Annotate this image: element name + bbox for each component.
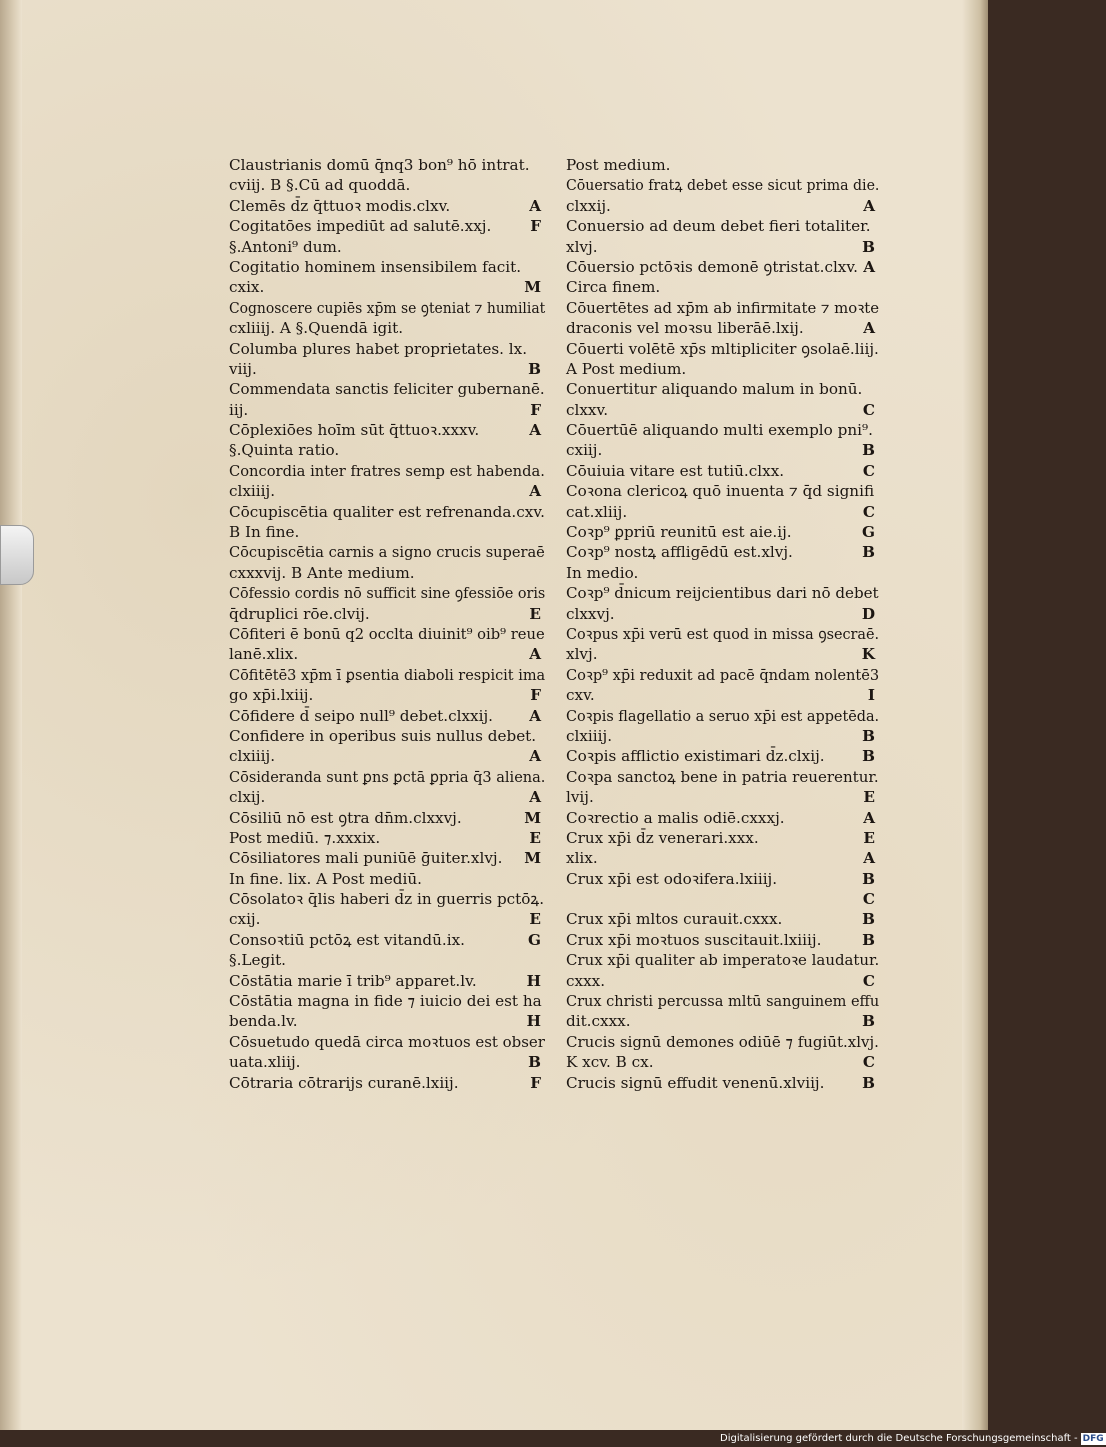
section-marker: C — [862, 502, 875, 521]
index-entry — [566, 583, 879, 603]
entry-text: Crucis signū demones odiūē ⁊ fugiūt.xlvj. — [566, 1032, 879, 1051]
index-entry — [566, 971, 879, 991]
index-entry — [229, 583, 545, 603]
section-marker: B — [862, 747, 875, 766]
index-entry — [229, 787, 545, 807]
entry-text: uata.xliij. — [229, 1053, 301, 1072]
index-entry — [566, 604, 879, 624]
entry-text: Circa finem. — [566, 278, 661, 297]
entry-text: clxiiij. — [229, 482, 276, 501]
left-index-column — [229, 155, 545, 1093]
index-entry — [229, 379, 545, 399]
section-marker: B — [862, 930, 875, 949]
entry-text: Cognoscere cupiēs xp̄m se ꝯteniat ⁊ humiliat — [229, 298, 546, 317]
section-marker: H — [526, 1012, 541, 1031]
entry-text: In medio. — [566, 563, 639, 582]
section-marker: B — [862, 237, 875, 256]
entry-text: Cōsolatoꝛ q̄lis haberi d̄z in guerris pctōꝝ. — [229, 890, 545, 909]
entry-text: Cogitatōes impediūt ad salutē.xxj. — [229, 217, 492, 236]
index-entry — [566, 1032, 879, 1052]
index-entry — [566, 502, 879, 522]
index-entry — [229, 420, 545, 440]
index-entry — [566, 440, 879, 460]
entry-text: xlix. — [566, 849, 598, 868]
index-entry — [229, 930, 545, 950]
section-marker: A — [529, 706, 541, 725]
index-entry — [229, 869, 545, 889]
index-entry — [229, 1052, 545, 1072]
index-entry — [566, 706, 879, 726]
entry-text: lanē.xlix. — [229, 645, 299, 664]
section-marker: B — [862, 1073, 875, 1092]
index-entry — [229, 563, 545, 583]
section-marker: A — [863, 808, 875, 827]
index-entry — [229, 726, 545, 746]
index-entry — [566, 1011, 879, 1031]
section-marker: I — [867, 686, 875, 705]
section-marker: E — [529, 828, 541, 847]
dfg-logo: DFG — [1082, 1434, 1104, 1444]
section-marker: M — [524, 808, 541, 827]
entry-text: Cōfidere d̄ seipo null⁹ debet.clxxij. — [229, 706, 493, 725]
entry-text: Coꝛp⁹ nostꝝ affligēdū est.xlvj. — [566, 543, 793, 562]
index-entry — [229, 971, 545, 991]
entry-text: Post mediū. ⁊.xxxix. — [229, 828, 381, 847]
section-marker: A — [863, 319, 875, 338]
section-marker: B — [528, 359, 541, 378]
index-entry — [566, 481, 879, 501]
section-marker: A — [529, 645, 541, 664]
index-entry — [229, 216, 545, 236]
index-entry — [566, 277, 879, 297]
section-marker: A — [529, 482, 541, 501]
section-marker: A — [863, 849, 875, 868]
digitization-credit — [720, 1430, 1104, 1447]
index-entry — [566, 237, 879, 257]
section-marker: E — [863, 788, 875, 807]
section-marker: A — [529, 788, 541, 807]
entry-text: cviij. B §.Cū ad quoddā. — [229, 176, 411, 195]
entry-text: dit.cxxx. — [566, 1012, 631, 1031]
entry-text: Crux xp̄i qualiter ab imperatoꝛe laudatur. — [566, 951, 880, 970]
index-entry — [566, 869, 879, 889]
entry-text: benda.lv. — [229, 1012, 298, 1031]
section-marker: M — [524, 278, 541, 297]
index-entry — [566, 563, 879, 583]
entry-text: cxiij. — [566, 441, 603, 460]
index-entry — [229, 624, 545, 644]
section-marker: B — [528, 1053, 541, 1072]
index-entry — [566, 542, 879, 562]
section-marker: A — [529, 196, 541, 215]
index-entry — [229, 889, 545, 909]
entry-text: clxxvj. — [566, 604, 615, 623]
entry-text: §.Antoni⁹ dum. — [229, 237, 342, 256]
index-entry — [229, 155, 545, 175]
section-marker: A — [529, 747, 541, 766]
entry-text: Crux christi percussa mltū sanguinem effu — [566, 992, 880, 1011]
entry-text: xlvj. — [566, 645, 598, 664]
entry-text: Cōsuetudo quedā circa moꝛtuos est obser — [229, 1032, 545, 1051]
section-marker: E — [863, 828, 875, 847]
entry-text: Coꝛpis flagellatio a seruo xp̄i est appetēda. — [566, 706, 880, 725]
index-entry — [566, 909, 879, 929]
index-entry — [566, 624, 879, 644]
index-entry — [229, 502, 545, 522]
index-entry — [229, 1073, 545, 1093]
credit-text: Digitalisierung gefördert durch die Deutsche Forschungsgemeinschaft - — [720, 1433, 1078, 1444]
index-entry — [229, 318, 545, 338]
index-entry — [566, 196, 879, 216]
index-entry — [566, 400, 879, 420]
section-marker: D — [861, 604, 875, 623]
entry-text: viij. — [229, 359, 257, 378]
index-entry — [229, 175, 545, 195]
entry-text: clxiiij. — [566, 726, 613, 745]
entry-text: Cōsideranda sunt ꝑns ꝑctā ꝑpria q̄3 aliena. — [229, 767, 546, 786]
index-entry — [566, 318, 879, 338]
page-gutter — [0, 0, 22, 1430]
index-entry — [566, 461, 879, 481]
section-marker: E — [529, 910, 541, 929]
entry-text: Cōplexiōes hoīm sūt q̄ttuoꝛ.xxxv. — [229, 421, 480, 440]
index-entry — [566, 216, 879, 236]
entry-text: cxxx. — [566, 971, 606, 990]
entry-text: Cōuerti volētē xp̄s mltipliciter ꝯsolaē.liij. — [566, 339, 879, 358]
entry-text: Crux xp̄i est odoꝛifera.lxiiij. — [566, 869, 778, 888]
index-entry — [229, 237, 545, 257]
entry-text: Cōtraria cōtrarijs curanē.lxiij. — [229, 1073, 459, 1092]
section-marker: C — [862, 1053, 875, 1072]
entry-text: Concordia inter fratres semp est habenda. — [229, 461, 545, 480]
entry-text: §.Quinta ratio. — [229, 441, 340, 460]
entry-text: Confidere in operibus suis nullus debet. — [229, 726, 537, 745]
index-entry — [229, 685, 545, 705]
entry-text: Columba plures habet proprietates. lx. — [229, 339, 528, 358]
entry-text: Cogitatio hominem insensibilem facit. — [229, 257, 522, 276]
index-entry — [229, 991, 545, 1011]
entry-text: Cōsiliatores mali puniūē ḡuiter.xlvj. — [229, 849, 503, 868]
entry-text: iij. — [229, 400, 249, 419]
index-entry — [566, 950, 879, 970]
entry-text: §.Legit. — [229, 951, 287, 970]
entry-text: Cōfessio cordis nō sufficit sine ꝯfessiōe oris — [229, 584, 546, 603]
index-entry — [229, 909, 545, 929]
index-entry — [229, 950, 545, 970]
index-entry — [566, 889, 879, 909]
section-marker: F — [530, 217, 541, 236]
index-entry — [229, 665, 545, 685]
index-entry — [229, 339, 545, 359]
index-entry — [566, 930, 879, 950]
entry-text: Cōuersio pctōꝛis demonē ꝯtristat.clxv. — [566, 257, 858, 276]
entry-text: K xcv. B cx. — [566, 1053, 654, 1072]
index-entry — [566, 991, 879, 1011]
entry-text: Consoꝛtiū pctōꝝ est vitandū.ix. — [229, 930, 466, 949]
index-entry — [566, 644, 879, 664]
entry-text: Conuersio ad deum debet fieri totaliter. — [566, 217, 871, 236]
section-marker: A — [863, 257, 875, 276]
entry-text: lvij. — [566, 788, 594, 807]
index-entry — [229, 481, 545, 501]
entry-text: A Post medium. — [566, 359, 687, 378]
index-entry — [229, 746, 545, 766]
section-marker: B — [862, 543, 875, 562]
index-entry — [229, 828, 545, 848]
entry-text: Cōuertētes ad xp̄m ab infirmitate ⁊ moꝛte — [566, 298, 880, 317]
entry-text: cxv. — [566, 686, 595, 705]
section-marker: M — [524, 849, 541, 868]
entry-text: In fine. lix. A Post mediū. — [229, 869, 422, 888]
entry-text: Cōfiteri ē bonū q2 occlta diuinit⁹ oib⁹ reue — [229, 624, 545, 643]
index-entry — [566, 767, 879, 787]
entry-text: Claustrianis domū q̄nq3 bon⁹ hō intrat. — [229, 156, 530, 174]
entry-text: Cōsiliū nō est ꝯtra dn̄m.clxxvj. — [229, 808, 462, 827]
index-entry — [229, 644, 545, 664]
index-entry — [229, 196, 545, 216]
index-entry — [229, 706, 545, 726]
section-marker: F — [530, 686, 541, 705]
index-entry — [229, 808, 545, 828]
section-marker: A — [863, 196, 875, 215]
entry-text: Cōstātia marie ī trib⁹ apparet.lv. — [229, 971, 477, 990]
index-entry — [229, 257, 545, 277]
index-entry — [566, 522, 879, 542]
entry-text: Conuertitur aliquando malum in bonū. — [566, 380, 863, 399]
entry-text: Crux xp̄i d̄z venerari.xxx. — [566, 828, 759, 847]
entry-text: draconis vel moꝛsu liberāē.lxij. — [566, 319, 804, 338]
index-entry — [566, 155, 879, 175]
entry-text: Cōstātia magna in fide ⁊ iuicio dei est ha — [229, 992, 542, 1011]
entry-text: xlvj. — [566, 237, 598, 256]
index-entry — [566, 1052, 879, 1072]
index-entry — [229, 848, 545, 868]
index-entry — [566, 665, 879, 685]
index-entry — [566, 685, 879, 705]
index-entry — [566, 420, 879, 440]
index-entry — [566, 379, 879, 399]
index-entry — [566, 848, 879, 868]
index-entry — [566, 1073, 879, 1093]
entry-text: clxxv. — [566, 400, 609, 419]
index-entry — [566, 175, 879, 195]
index-entry — [566, 808, 879, 828]
entry-text: Coꝛrectio a malis odiē.cxxxj. — [566, 808, 785, 827]
entry-text: Cōcupiscētia qualiter est refrenanda.cxv. — [229, 502, 545, 521]
entry-text: Crux xp̄i mltos curauit.cxxx. — [566, 910, 783, 929]
entry-text: Cōuertūē aliquando multi exemplo pni⁹. — [566, 421, 873, 440]
index-entry — [229, 440, 545, 460]
index-entry — [229, 298, 545, 318]
section-marker: E — [529, 604, 541, 623]
index-entry — [229, 522, 545, 542]
section-marker: G — [862, 523, 875, 542]
section-marker: C — [862, 461, 875, 480]
section-marker: G — [528, 930, 541, 949]
entry-text: Cōuersatio fratꝝ debet esse sicut prima die. — [566, 176, 880, 195]
section-marker: A — [529, 421, 541, 440]
entry-text: Commendata sanctis feliciter gubernanē. — [229, 380, 545, 399]
entry-text: clxxij. — [566, 196, 611, 215]
entry-text: Coꝛp⁹ ꝑpriū reunitū est aie.ij. — [566, 523, 792, 542]
entry-text: Coꝛpus xp̄i verū est quod in missa ꝯsecraē. — [566, 624, 880, 643]
entry-text: B In fine. — [229, 523, 300, 542]
entry-text: Post medium. — [566, 156, 671, 174]
entry-text: cat.xliij. — [566, 502, 628, 521]
index-entry — [566, 257, 879, 277]
entry-text: cxij. — [229, 910, 261, 929]
entry-text: Cōcupiscētia carnis a signo crucis superaē — [229, 543, 545, 562]
entry-text: Coꝛpis afflictio existimari d̄z.clxij. — [566, 747, 825, 766]
section-marker: C — [862, 400, 875, 419]
section-marker: B — [862, 1012, 875, 1031]
index-entry — [229, 1032, 545, 1052]
entry-text: Cōuiuia vitare est tutiū.clxx. — [566, 461, 785, 480]
index-entry — [566, 787, 879, 807]
entry-text: Coꝛpa sanctoꝝ bene in patria reuerentur. — [566, 767, 879, 786]
index-entry — [229, 400, 545, 420]
page-clip — [0, 525, 34, 585]
index-entry — [229, 542, 545, 562]
index-entry — [229, 604, 545, 624]
entry-text: Crucis signū effudit venenū.xlviij. — [566, 1073, 825, 1092]
section-marker: B — [862, 869, 875, 888]
index-entry — [229, 277, 545, 297]
entry-text: Cōfitētē3 xp̄m ī ꝑsentia diaboli respicit ima — [229, 665, 546, 684]
section-marker: H — [526, 971, 541, 990]
entry-text: cxxxvij. B Ante medium. — [229, 563, 415, 582]
entry-text: Coꝛona clericoꝝ quō inuenta ⁊ q̄d signifi — [566, 482, 875, 501]
section-marker: B — [862, 910, 875, 929]
index-entry — [229, 359, 545, 379]
index-entry — [566, 359, 879, 379]
entry-text: cxix. — [229, 278, 265, 297]
right-index-column — [566, 155, 879, 1093]
index-entry — [229, 767, 545, 787]
entry-text: clxiiij. — [229, 747, 276, 766]
section-marker: K — [861, 645, 875, 664]
entry-text: Coꝛp⁹ d̄nicum reijcientibus dari nō debet — [566, 584, 879, 603]
section-marker: B — [862, 726, 875, 745]
index-entry — [566, 726, 879, 746]
index-entry — [566, 828, 879, 848]
index-entry — [229, 1011, 545, 1031]
entry-text: cxliiij. A §.Quendā igit. — [229, 319, 404, 338]
entry-text: Crux xp̄i moꝛtuos suscitauit.lxiiij. — [566, 930, 822, 949]
section-marker: B — [862, 441, 875, 460]
section-marker: F — [530, 400, 541, 419]
section-marker: F — [530, 1073, 541, 1092]
index-entry — [229, 461, 545, 481]
entry-text: clxij. — [229, 788, 266, 807]
index-entry — [566, 339, 879, 359]
entry-text: q̄druplici rōe.clvij. — [229, 604, 370, 623]
index-entry — [566, 746, 879, 766]
page-fore-edge — [962, 0, 988, 1430]
entry-text: go xp̄i.lxiij. — [229, 686, 314, 705]
entry-text: Clemēs d̄z q̄ttuoꝛ modis.clxv. — [229, 196, 451, 215]
index-entry — [566, 298, 879, 318]
entry-text: Coꝛp⁹ xp̄i reduxit ad pacē q̄ndam nolentē3 — [566, 665, 880, 684]
section-marker: C — [862, 890, 875, 909]
section-marker: C — [862, 971, 875, 990]
